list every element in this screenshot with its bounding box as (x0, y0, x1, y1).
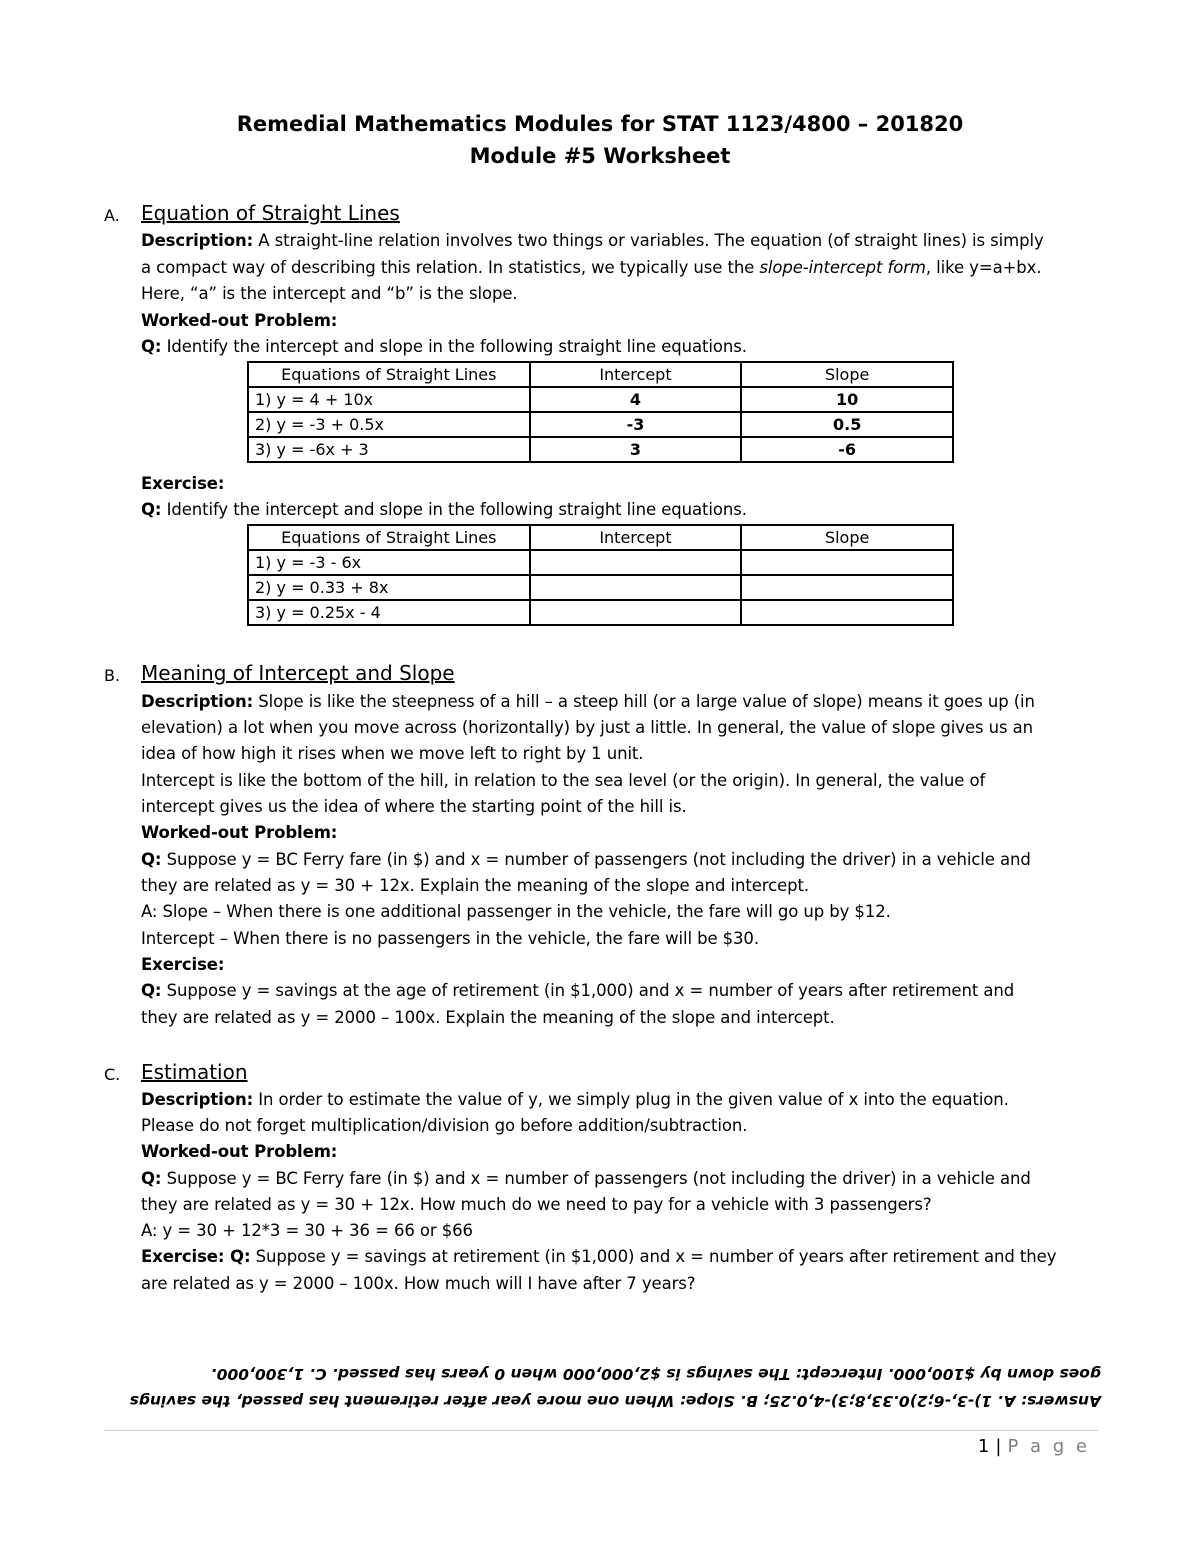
section-c-letter: C. (104, 1065, 121, 1084)
description-text: In order to estimate the value of y, we simply plug in the given value of x into the equation. (253, 1090, 1009, 1109)
section-b-description-2: elevation) a lot when you move across (horizontally) by just a little. In general, the value of slope gives us an (141, 718, 1034, 737)
section-c-question-1 (141, 1169, 1031, 1188)
table-row (248, 387, 953, 412)
question-label: Q: (141, 337, 162, 356)
question-text: Suppose y = BC Ferry fare (in $) and x = number of passengers (not including the driver) in a vehicle and (161, 850, 1031, 869)
section-c-exercise-2: are related as y = 2000 – 100x. How much will I have after 7 years? (141, 1274, 696, 1293)
table-header-row (248, 362, 953, 387)
section-a-heading: Equation of Straight Lines (141, 201, 400, 225)
section-c-exercise-1 (141, 1247, 1056, 1266)
section-b-question-1 (141, 850, 1031, 869)
equation-cell: 1) y = 4 + 10x (248, 387, 530, 412)
description-label: Description: (141, 692, 254, 711)
question-label: Q: (141, 850, 162, 869)
description-label: Description: (141, 1090, 254, 1109)
slope-answer-cell[interactable] (741, 600, 953, 625)
document-subtitle: Module #5 Worksheet (469, 144, 731, 168)
section-b-exercise-2: they are related as y = 2000 – 100x. Explain the meaning of the slope and intercept. (141, 1008, 835, 1027)
slope-cell: -6 (741, 437, 953, 462)
section-b-exercise-label: Exercise: (141, 955, 225, 974)
slope-answer-cell[interactable] (741, 550, 953, 575)
description-label: Description: (141, 231, 254, 250)
section-a-description-2 (141, 258, 1042, 277)
question-text: Suppose y = savings at the age of retirement (in $1,000) and x = number of years after retirement and (161, 981, 1015, 1000)
table-row (248, 412, 953, 437)
intercept-answer-cell[interactable] (530, 575, 742, 600)
question-text: Identify the intercept and slope in the following straight line equations. (161, 337, 747, 356)
section-b-heading: Meaning of Intercept and Slope (141, 661, 455, 685)
section-a-description-1 (141, 231, 1044, 250)
section-c-heading: Estimation (141, 1060, 248, 1084)
question-label: Q: (141, 981, 162, 1000)
section-a-exercise-question (141, 500, 747, 519)
document-title: Remedial Mathematics Modules for STAT 1123/4800 – 201820 (236, 112, 964, 136)
intercept-cell: -3 (530, 412, 742, 437)
slope-intercept-term: slope-intercept form (759, 258, 926, 277)
header-slope: Slope (741, 525, 953, 550)
section-a-exercise-label: Exercise: (141, 474, 225, 493)
upside-down-answers (129, 1356, 1101, 1410)
footer-separator: | (995, 1436, 1002, 1457)
slope-answer-cell[interactable] (741, 575, 953, 600)
section-b-description-5: intercept gives us the idea of where the starting point of the hill is. (141, 797, 687, 816)
section-c-question-2: they are related as y = 30 + 12x. How much do we need to pay for a vehicle with 3 passengers? (141, 1195, 932, 1214)
section-b-letter: B. (104, 666, 121, 685)
slope-cell: 0.5 (741, 412, 953, 437)
section-c-description-1 (141, 1090, 1009, 1109)
table-row (248, 575, 953, 600)
table-row (248, 437, 953, 462)
equation-cell: 2) y = 0.33 + 8x (248, 575, 530, 600)
header-equations: Equations of Straight Lines (248, 362, 530, 387)
exercise-label: Exercise: Q: (141, 1247, 251, 1266)
table-row (248, 550, 953, 575)
table-row (248, 600, 953, 625)
header-intercept: Intercept (530, 525, 742, 550)
section-b-description-3: idea of how high it rises when we move left to right by 1 unit. (141, 744, 644, 763)
equation-cell: 2) y = -3 + 0.5x (248, 412, 530, 437)
intercept-answer-cell[interactable] (530, 600, 742, 625)
section-a-question (141, 337, 747, 356)
description-text: A straight-line relation involves two things or variables. The equation (of straight lines) is simply (253, 231, 1044, 250)
footer-divider (104, 1430, 1098, 1431)
question-text: Suppose y = BC Ferry fare (in $) and x = number of passengers (not including the driver) in a vehicle and (161, 1169, 1031, 1188)
section-a-description-3: Here, “a” is the intercept and “b” is the slope. (141, 284, 518, 303)
section-c-worked-label: Worked-out Problem: (141, 1142, 338, 1161)
section-b-question-2: they are related as y = 30 + 12x. Explain the meaning of the slope and intercept. (141, 876, 810, 895)
intercept-cell: 3 (530, 437, 742, 462)
question-label: Q: (141, 1169, 162, 1188)
description-text: a compact way of describing this relation. In statistics, we typically use the (141, 258, 760, 277)
header-equations: Equations of Straight Lines (248, 525, 530, 550)
description-text: , like y=a+bx. (925, 258, 1042, 277)
section-b-answer-2: Intercept – When there is no passengers in the vehicle, the fare will be $30. (141, 929, 759, 948)
section-a-worked-label: Worked-out Problem: (141, 311, 338, 330)
section-b-answer-1: A: Slope – When there is one additional passenger in the vehicle, the fare will go up by $12. (141, 902, 891, 921)
section-c-answer: A: y = 30 + 12*3 = 30 + 36 = 66 or $66 (141, 1221, 473, 1240)
header-slope: Slope (741, 362, 953, 387)
slope-cell: 10 (741, 387, 953, 412)
equation-cell: 3) y = -6x + 3 (248, 437, 530, 462)
answers-line-2: goes down by $100,000. Intercept: The savings is $2,000,000 when 0 years has passed. C. 1,300,000. (210, 1365, 1101, 1383)
page-footer (978, 1436, 1090, 1457)
answers-line-1: Answers: A. 1)-3,-6;2)0.33,8;3)-4,0.25; B. Slope: When one more year after retirement has passed, the savings (129, 1392, 1101, 1410)
section-b-worked-label: Worked-out Problem: (141, 823, 338, 842)
intercept-answer-cell[interactable] (530, 550, 742, 575)
equation-cell: 1) y = -3 - 6x (248, 550, 530, 575)
table-header-row (248, 525, 953, 550)
intercept-cell: 4 (530, 387, 742, 412)
section-c-description-2: Please do not forget multiplication/division go before addition/subtraction. (141, 1116, 748, 1135)
question-label: Q: (141, 500, 162, 519)
header-intercept: Intercept (530, 362, 742, 387)
exercise-table (247, 524, 954, 626)
page-number: 1 (977, 1436, 990, 1457)
exercise-text: Suppose y = savings at retirement (in $1,000) and x = number of years after retirement and they (250, 1247, 1057, 1266)
section-b-exercise-1 (141, 981, 1014, 1000)
section-b-description-1 (141, 692, 1035, 711)
section-a-letter: A. (104, 206, 120, 225)
question-text: Identify the intercept and slope in the following straight line equations. (161, 500, 747, 519)
description-text: Slope is like the steepness of a hill – a steep hill (or a large value of slope) means it goes up (in (253, 692, 1035, 711)
equation-cell: 3) y = 0.25x - 4 (248, 600, 530, 625)
section-b-description-4: Intercept is like the bottom of the hill, in relation to the sea level (or the origin). In general, the value of (141, 771, 986, 790)
worked-problem-table (247, 361, 954, 463)
page-label: P a g e (1007, 1436, 1090, 1457)
